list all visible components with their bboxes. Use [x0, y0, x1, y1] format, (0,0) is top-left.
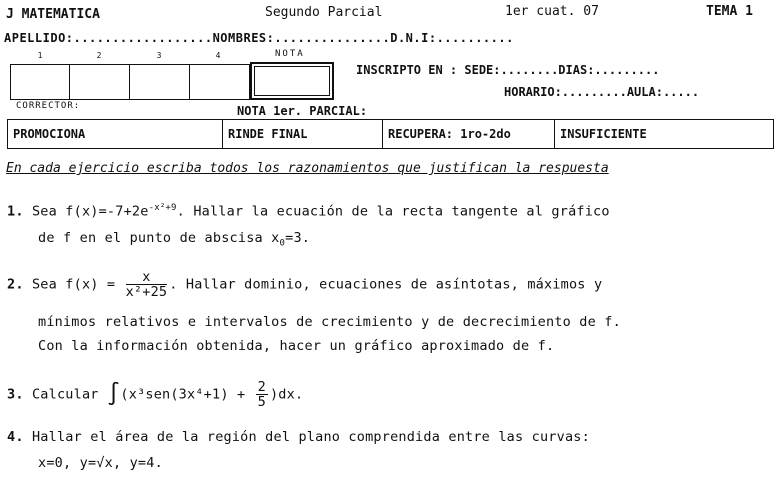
option-insuficiente[interactable]: INSUFICIENTE — [554, 119, 773, 149]
exercise-1-subscript: 0 — [279, 238, 286, 249]
corrector-label: CORRECTOR: — [16, 101, 81, 111]
exercise-2-text: . Hallar dominio, ecuaciones de asíntotas, máximos y — [169, 276, 603, 293]
horario-line: HORARIO:.........AULA:..... — [504, 85, 700, 99]
grade-box-number: 2 — [96, 51, 102, 60]
exercise-1-exponent: -x²+9 — [148, 203, 177, 213]
nota-parcial-label: NOTA 1er. PARCIAL: — [237, 104, 368, 118]
exercise-2-fraction — [126, 270, 168, 299]
nota-box[interactable] — [250, 62, 334, 100]
grade-box-number: 1 — [37, 51, 43, 60]
exercise-1-line-2 — [38, 230, 310, 249]
exam-title: Segundo Parcial — [265, 5, 383, 20]
exam-theme: TEMA 1 — [706, 4, 753, 19]
exam-period: 1er cuat. 07 — [505, 4, 599, 19]
instruction-text: En cada ejercicio escriba todos los razonamientos que justifican la respuesta — [6, 161, 609, 176]
fraction-numerator: x — [126, 270, 168, 285]
inscripto-line: INSCRIPTO EN : SEDE:........DIAS:......... — [356, 63, 660, 77]
subject-title: J MATEMATICA — [6, 7, 100, 22]
grade-box-3[interactable] — [129, 64, 190, 100]
exercise-1-text: . Hallar la ecuación de la recta tangente al gráfico — [176, 203, 610, 220]
exercise-1-line-1 — [7, 203, 610, 220]
option-promociona[interactable]: PROMOCIONA — [13, 127, 86, 141]
exercise-3-line — [7, 380, 303, 409]
exercise-number: 2. — [7, 276, 24, 293]
apellido-nombres-dni-line: APELLIDO:..................NOMBRES:...............D.N.I:.......... — [4, 31, 514, 45]
exercise-1-text: =3. — [285, 230, 311, 246]
exercise-3-fraction — [256, 380, 268, 409]
exercise-4-text: Hallar el área de la región del plano comprendida entre las curvas: — [31, 429, 590, 445]
exercise-2-line-1 — [7, 270, 602, 299]
nota-label: NOTA — [275, 49, 305, 59]
fraction-denominator: x²+25 — [125, 284, 168, 300]
exercise-3-text: )dx. — [269, 386, 304, 403]
exercise-1-function: Sea f(x)=-7+2e — [31, 203, 149, 220]
integral-symbol: ∫ — [106, 382, 121, 407]
exercise-number: 4. — [7, 429, 24, 445]
grade-box-number: 4 — [215, 51, 221, 60]
grade-box-number: 3 — [156, 51, 162, 60]
exercise-2-function: Sea f(x) = — [31, 276, 116, 293]
fraction-numerator: 2 — [257, 379, 266, 395]
exercise-2-line-3: Con la información obtenida, hacer un gráfico aproximado de f. — [38, 338, 555, 354]
exercise-number: 1. — [7, 203, 24, 220]
grade-box-2[interactable] — [69, 64, 130, 100]
exercise-4-line-1 — [7, 429, 590, 445]
option-recupera[interactable]: RECUPERA: 1ro-2do — [382, 119, 554, 149]
fraction-denominator: 5 — [257, 394, 266, 410]
grade-box-1[interactable] — [10, 64, 70, 100]
exercise-1-text: de f en el punto de abscisa x — [38, 230, 280, 246]
grade-box-4[interactable] — [189, 64, 250, 100]
option-rinde-final[interactable]: RINDE FINAL — [222, 119, 382, 149]
exercise-number: 3. — [7, 386, 24, 403]
exercise-3-text: Calcular — [31, 386, 99, 403]
exercise-4-line-2: x=0, y=√x, y=4. — [38, 455, 163, 471]
exercise-2-line-2: mínimos relativos e intervalos de crecimiento y de decrecimiento de f. — [38, 314, 621, 330]
exercise-3-integrand: (x³sen(3x⁴+1) + — [120, 386, 246, 403]
